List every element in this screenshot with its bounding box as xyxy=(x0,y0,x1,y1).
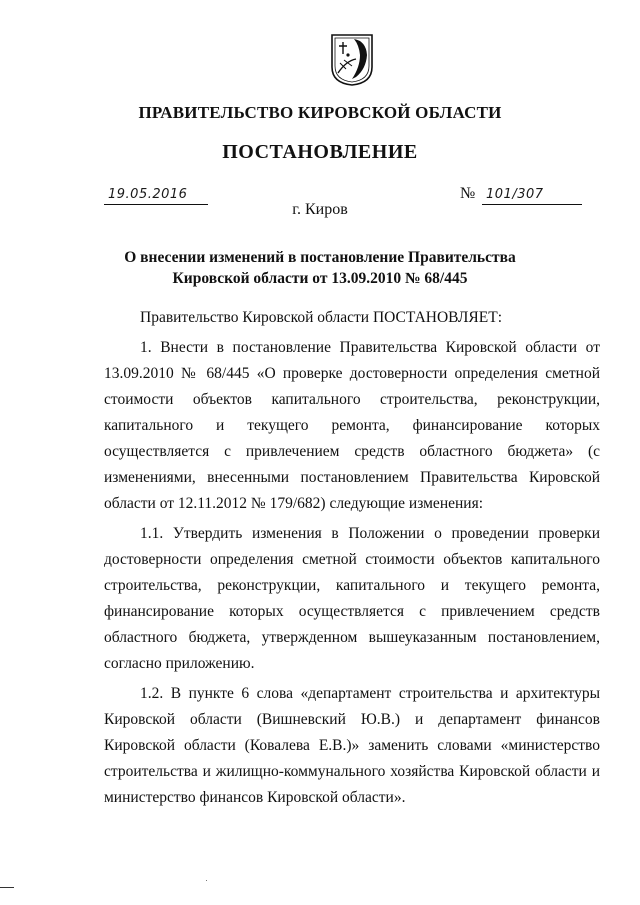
title-line-2: Кировской области от 13.09.2010 № 68/445 xyxy=(172,270,468,287)
paragraph-1: 1. Внести в постановление Правительства Кировской области от 13.09.2010 № 68/445 «О проверке достоверности определения сметной стоимости объектов капитального строительства, реконструкции, капитального и текущего ремонта, финансирование которых осуществляется с привлечением средств областного бюджета» (с изменениями, внесенными постановлением Правительства Кировской области от 12.11.2012 № 179/682) следующие изменения: xyxy=(104,339,600,512)
title-line-1: О внесении изменений в постановление Правительства xyxy=(124,249,516,266)
scan-speck xyxy=(206,880,207,881)
page-edge-mark xyxy=(0,887,14,888)
city-label: г. Киров xyxy=(292,201,348,218)
document-body xyxy=(104,305,600,815)
government-heading: ПРАВИТЕЛЬСТВО КИРОВСКОЙ ОБЛАСТИ xyxy=(138,103,502,122)
paragraph-1-2: 1.2. В пункте 6 слова «департамент строительства и архитектуры Кировской области (Вишневский Ю.В.) и департамент финансов Кировской области (Ковалева Е.В.)» заменить словами «министерство строительства и жилищно-коммунального хозяйства Кировской области и министерство финансов Кировской области». xyxy=(104,685,600,806)
paragraph-1-1: 1.1. Утвердить изменения в Положении о проведении проверки достоверности определения сметной стоимости объектов капитального строительства, реконструкции, капитального и текущего ремонта, финансирование которых осуществляется с привлечением средств областного бюджета, утвержденном вышеуказанным постановлением, согласно приложению. xyxy=(104,525,600,672)
document-type-heading: ПОСТАНОВЛЕНИЕ xyxy=(222,141,418,163)
date-value: 19.05.2016 xyxy=(108,187,188,202)
number-value: 101/307 xyxy=(486,187,544,202)
document-title xyxy=(0,247,640,289)
number-sign: № xyxy=(460,185,476,202)
preamble-paragraph: Правительство Кировской области ПОСТАНОВЛЯЕТ: xyxy=(140,309,503,326)
coat-of-arms-icon xyxy=(330,33,374,87)
